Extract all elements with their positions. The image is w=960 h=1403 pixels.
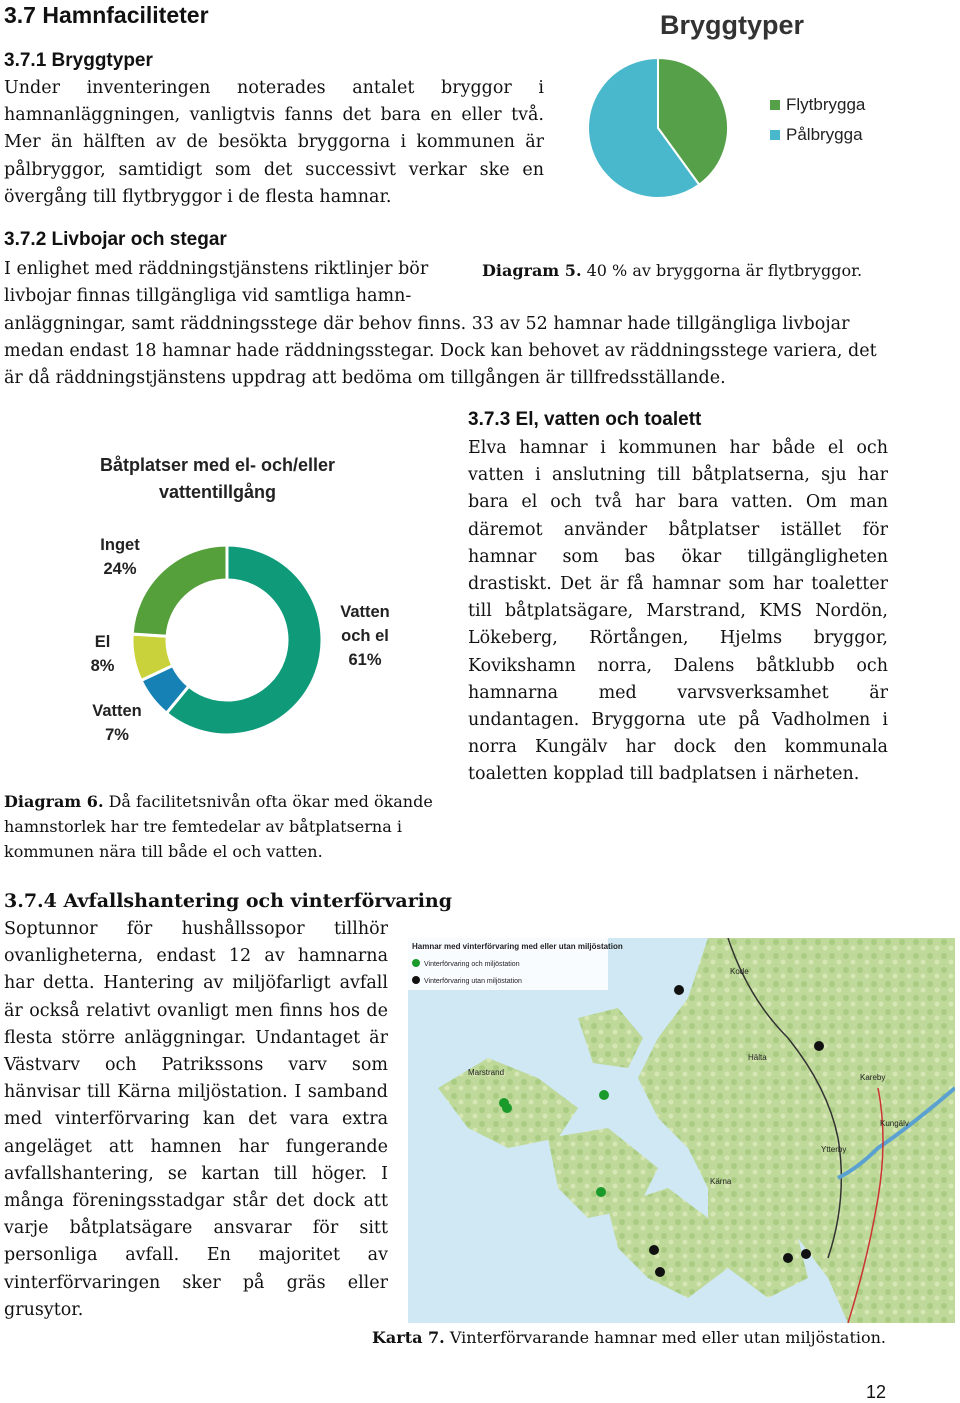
text-line: I enlighet med räddningstjänstens riktlinjer bör — [4, 259, 429, 279]
section-text-avfall — [4, 916, 388, 1324]
text-line: pålbryggor, samtidigt som det successivt verkar ske en — [4, 159, 544, 180]
text-line: övergång till flytbryggor i de flesta hamnar. — [4, 186, 392, 207]
text-line: Elva hamnar i kommunen har både el och — [468, 438, 888, 458]
donut-chart — [127, 540, 327, 740]
text-line: angeläget att hamnen har fungerande — [4, 1136, 388, 1157]
text-line: anläggningar, samt räddningsstege där behov finns. 33 av 52 hamnar hade tillgängliga livbojar — [4, 314, 850, 334]
label-line: 24% — [103, 560, 137, 578]
map-legend-label: Vinterförvaring utan miljöstation — [424, 978, 522, 985]
text-line: personliga avfall. En majoritet av — [4, 1245, 388, 1266]
label-line: El — [94, 633, 111, 651]
text-line: vinterförvaringen sker på gräs eller — [4, 1272, 388, 1293]
harbor-marker-without-station — [801, 1249, 811, 1259]
map-legend-label: Vinterförvaring och miljöstation — [424, 961, 520, 968]
text-line: toaletten kopplad till badplatsen i närheten. — [468, 764, 860, 785]
text-line: Kovikshamn norra, Dalens båtklubb och — [468, 655, 888, 676]
pie-chart-title: Bryggtyper — [660, 10, 805, 40]
section-title-livbojar: 3.7.2 Livbojar och stegar — [4, 229, 227, 250]
text-line: livbojar finnas tillgängliga vid samtliga hamn- — [4, 286, 412, 307]
donut-chart-title — [80, 452, 355, 506]
legend-swatch-palbrygga — [770, 130, 780, 140]
page-number: 12 — [866, 1382, 887, 1402]
section-text-bryggtyper — [4, 75, 544, 211]
legend-label: Flytbrygga — [786, 95, 866, 114]
text-line: hamnanläggningen, vanligtvis fanns det bara en eller två. — [4, 105, 544, 126]
map-title: Hamnar med vinterförvaring med eller utan miljöstation — [412, 942, 623, 951]
text-line: däremot använder båtplatser istället för — [468, 519, 888, 540]
text-line: bara el och två har bara vatten. Om man — [468, 492, 888, 513]
label-line: 61% — [348, 651, 382, 669]
caption-label: Diagram 6. — [4, 792, 104, 811]
section-text-livbojar-start — [4, 256, 444, 310]
text-line: Lökeberg, Rörtången, Hjelms bryggor, — [468, 628, 888, 649]
text-line: drastiskt. Det är få hamnar som har toaletter — [468, 574, 888, 595]
text-line: hamnarna med varvsverksamhet är — [468, 682, 888, 703]
caption-text: hamnstorlek har tre femtedelar av båtplatserna i — [4, 817, 402, 836]
label-line: och el — [341, 627, 389, 645]
text-line: flesta större anläggningar. Undantaget är — [4, 1027, 388, 1048]
caption-text: kommunen nära till både el och vatten. — [4, 842, 323, 861]
label-line: Inget — [100, 536, 140, 554]
text-line: avfallshantering, se kartan till höger. I — [4, 1163, 388, 1184]
label-line: Vatten — [92, 702, 142, 720]
text-line: många föreningsstadgar står det dock att — [4, 1191, 388, 1212]
text-line: till båtplatsägare, Marstrand, KMS Nordön, — [468, 601, 888, 622]
text-line: Soptunnor för hushållssopor tillhör — [4, 919, 388, 939]
text-line: medan endast 18 hamnar hade räddningsstegar. Dock kan behovet av räddningsstege variera, det — [4, 341, 877, 362]
caption-label: Diagram 5. — [482, 261, 582, 280]
text-line: Mer än hälften av de besökta bryggorna i kommunen är — [4, 132, 544, 153]
donut-label-vatten — [82, 699, 152, 747]
harbor-marker-with-station — [599, 1090, 609, 1100]
legend-swatch-flytbrygga — [770, 100, 780, 110]
donut-title-line: Båtplatser med el- och/eller — [99, 455, 336, 475]
harbor-marker-without-station — [674, 985, 684, 995]
place-label: Kareby — [860, 1073, 886, 1082]
text-line: Under inventeringen noterades antalet bryggor i — [4, 78, 544, 98]
harbor-map — [408, 938, 955, 1323]
caption-label: Karta 7. — [372, 1328, 445, 1347]
text-line: undantagen. Bryggorna ute på Vadholmen i — [468, 710, 888, 731]
place-label: Kärna — [710, 1177, 732, 1186]
legend-dot-with-station — [412, 959, 420, 967]
place-label: Ytterby — [821, 1145, 847, 1154]
caption-text: Då facilitetsnivån ofta ökar med ökande — [103, 792, 433, 811]
text-line: norra Kungälv har dock den kommunala — [468, 737, 888, 758]
legend-dot-without-station — [412, 976, 420, 984]
place-label: Kungälv — [880, 1119, 909, 1128]
place-label: Hälta — [748, 1053, 767, 1062]
harbor-marker-with-station — [596, 1187, 606, 1197]
text-line: hamnar som bas ökar tillgängligheten — [468, 546, 888, 567]
caption-text: Vinterförvarande hamnar med eller utan miljöstation. — [444, 1328, 887, 1347]
text-line: hänvisar till Kärna miljöstation. I samband — [4, 1082, 388, 1103]
label-line: 8% — [90, 657, 115, 675]
harbor-marker-without-station — [655, 1267, 665, 1277]
diagram5-caption — [482, 258, 862, 283]
harbor-marker-without-station — [783, 1253, 793, 1263]
text-line: vatten i anslutning till båtplatserna, sju har — [468, 465, 888, 486]
section-title-el-vatten: 3.7.3 El, vatten och toalett — [468, 409, 702, 430]
bryggtyper-pie-chart — [585, 55, 735, 205]
section-title-bryggtyper: 3.7.1 Bryggtyper — [4, 50, 153, 71]
caption-text: 40 % av bryggorna är flytbryggor. — [581, 261, 863, 280]
harbor-marker-without-station — [649, 1245, 659, 1255]
text-line: grusytor. — [4, 1299, 84, 1320]
section-text-el-vatten — [468, 435, 888, 789]
text-line: med vinterförvaring kan det vara extra — [4, 1109, 388, 1130]
text-line: Västvarv och Patrikssons varv som — [4, 1055, 388, 1076]
place-label: Marstrand — [468, 1068, 505, 1077]
harbor-marker-without-station — [814, 1041, 824, 1051]
label-line: Vatten — [340, 603, 390, 621]
text-line: har detta. Hantering av miljöfarligt avfall — [4, 973, 388, 994]
map7-caption — [372, 1325, 886, 1350]
donut-label-el — [80, 630, 125, 678]
legend-item-flytbrygga — [770, 90, 865, 120]
text-line: varje båtplatsägare ansvarar för sitt — [4, 1218, 388, 1239]
harbor-marker-with-station — [502, 1103, 512, 1113]
legend-label: Pålbrygga — [786, 125, 863, 144]
donut-label-inget — [85, 533, 155, 581]
place-label: Kode — [730, 967, 749, 976]
donut-title-line: vattentillgång — [158, 482, 276, 502]
text-line: ovanligheterna, endast 12 av hamnarna — [4, 946, 388, 967]
donut-label-vatten-och-el — [330, 600, 400, 672]
legend-item-palbrygga — [770, 120, 865, 150]
label-line: 7% — [105, 726, 129, 744]
text-line: är då räddningstjänstens uppdrag att bedöma om tillgången är tillfredsställande. — [4, 368, 726, 389]
text-line: är också relativt ovanligt men finns hos de — [4, 1000, 388, 1021]
section-title-avfall: 3.7.4 Avfallshantering och vinterförvaring — [4, 890, 453, 912]
section-text-livbojar-rest — [4, 311, 894, 393]
diagram6-caption — [4, 789, 444, 864]
pie-legend — [770, 90, 865, 150]
page-heading: 3.7 Hamnfaciliteter — [4, 2, 209, 28]
